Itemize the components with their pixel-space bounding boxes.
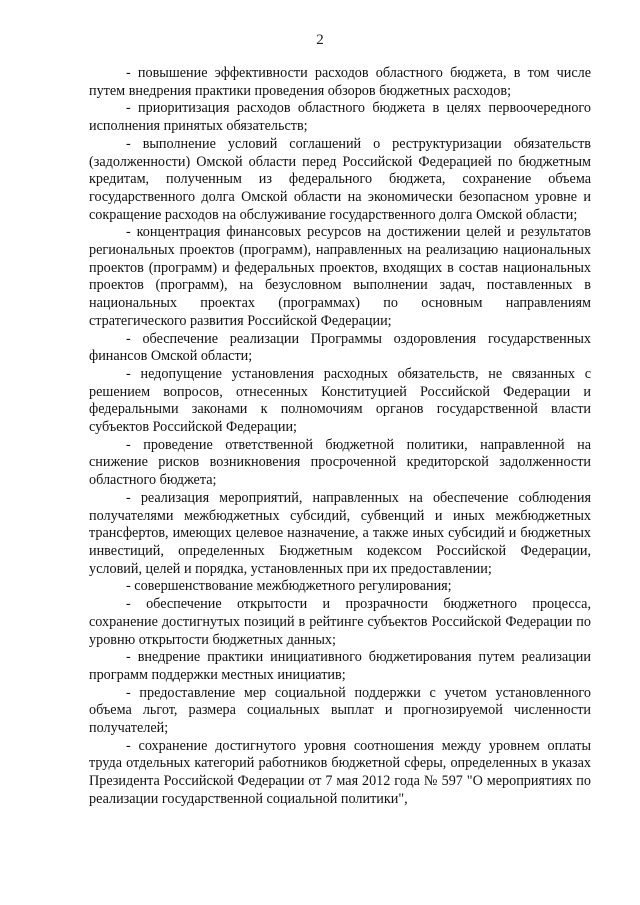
paragraph-interbudget-regulation: - совершенствование межбюджетного регулирования; — [126, 578, 452, 595]
paragraph-wage-ratio: - сохранение достигнутого уровня соотношения между уровнем оплаты труда отдельных категорий работников бюджетной сферы, определенных в указах Президента Российской Федерации от 7 мая 2012 года № 597 "О мероприятиях по реализации государственной социальной политики", — [89, 737, 591, 807]
paragraph-responsible-policy: - проведение ответственной бюджетной политики, направленной на снижение рисков возникновения просроченной кредиторской задолженности областного бюджета; — [89, 436, 591, 489]
paragraph-expense-prioritization: - приоритизация расходов областного бюджета в целях первоочередного исполнения принятых обязательств; — [89, 100, 591, 135]
paragraph-debt-restructuring: - выполнение условий соглашений о реструктуризации обязательств (задолженности) Омской области перед Российской Федерацией по бюджетным кредитам, полученным из федерального бюджета, сохранение объема государственного долга Омской области на экономически безопасном уровне и сокращение расходов на обслуживание государственного долга Омской области; — [89, 135, 591, 223]
paragraph-social-support: - предоставление мер социальной поддержки с учетом установленного объема льгот, размера социальных выплат и прогнозируемой численности получателей; — [89, 684, 591, 737]
paragraph-budget-transparency: - обеспечение открытости и прозрачности бюджетного процесса, сохранение достигнутых позиций в рейтинге субъектов Российской Федерации по уровню открытости бюджетных данных; — [89, 596, 591, 648]
paragraph-expense-obligations: - недопущение установления расходных обязательств, не связанных с решением вопросов, отнесенных Конституцией Российской Федерации и федеральными законами к полномочиям органов государственной власти субъектов Российской Федерации; — [89, 365, 591, 436]
paragraph-initiative-budgeting: - внедрение практики инициативного бюджетирования путем реализации программ поддержки местных инициатив; — [89, 649, 591, 683]
page-number: 2 — [316, 32, 324, 48]
paragraph-finance-recovery-program: - обеспечение реализации Программы оздоровления государственных финансов Омской области; — [89, 330, 591, 365]
paragraph-national-projects: - концентрация финансовых ресурсов на достижении целей и результатов региональных проектов (программ), направленных на реализацию национальных проектов (программ) и федеральных проектов, входящих в состав национальных проектов (программ), на безусловном выполнении задач, поставленных в национальных проектах (программах) по основным направлениям стратегического развития Российской Федерации; — [89, 224, 591, 329]
paragraph-transfer-compliance: - реализация мероприятий, направленных на обеспечение соблюдения получателями межбюджетных субсидий, субвенций и иных межбюджетных трансфертов, имеющих целевое назначение, а также иных субсидий и бюджетных инвестиций, определенных Бюджетным кодексом Российской Федерации, условий, целей и порядка, установленных при их предоставлении; — [89, 489, 591, 577]
body-text — [89, 65, 591, 809]
paragraph-budget-efficiency: - повышение эффективности расходов областного бюджета, в том числе путем внедрения практики проведения обзоров бюджетных расходов; — [89, 65, 591, 99]
